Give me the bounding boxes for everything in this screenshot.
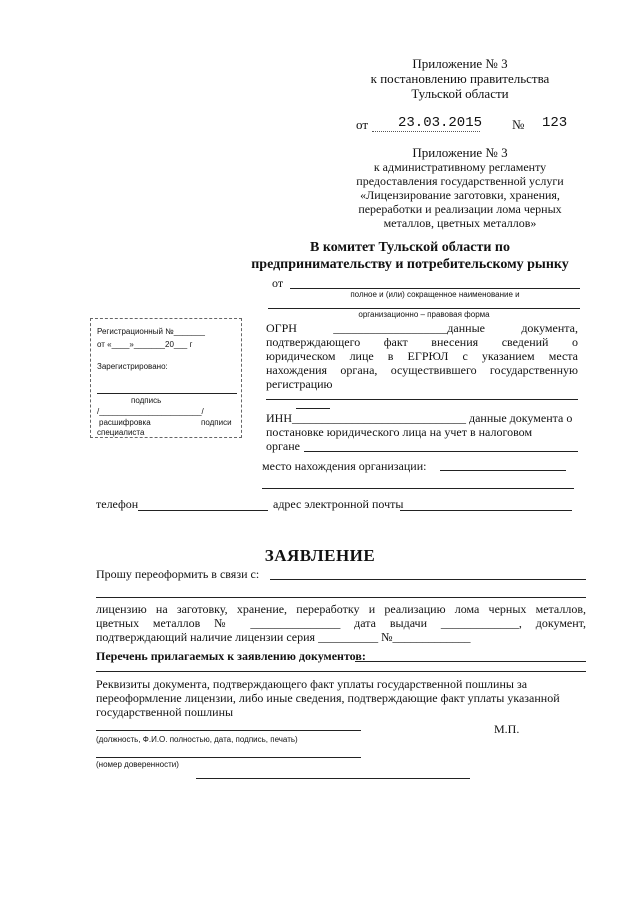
annex-title: Приложение № 3 bbox=[412, 56, 508, 71]
license-line-3: подтверждающий наличие лицензии серия __________ №_____________ bbox=[96, 630, 471, 644]
inn-line-1: ИНН_____________________________ данные документа о bbox=[266, 411, 573, 425]
date-prefix: от bbox=[356, 117, 369, 132]
annex-subtitle-2: Тульской области bbox=[411, 86, 509, 101]
documents-label: Перечень прилагаемых к заявлению документов: bbox=[96, 649, 366, 663]
decode-caption: расшифровка bbox=[99, 418, 151, 427]
signature-caption: подпись bbox=[131, 396, 162, 405]
license-line-1: лицензию на заготовку, хранение, переработку и реализацию лома черных металлов, bbox=[96, 602, 586, 616]
poa-caption: (номер доверенности) bbox=[96, 760, 179, 769]
registered-label: Зарегистрировано: bbox=[97, 362, 168, 371]
specialist-caption: специалиста bbox=[97, 428, 145, 437]
signer-caption: (должность, Ф.И.О. полностью, дата, подпись, печать) bbox=[96, 735, 298, 744]
caption-legal-form: организационно – правовая форма bbox=[358, 310, 490, 319]
ogrn-line-4: нахождения органа, осуществившего государственную bbox=[266, 363, 578, 377]
annex2-line-5: металлов, цветных металлов» bbox=[383, 216, 537, 230]
license-line-2: цветных металлов № _______________ дата выдачи _____________, документ, bbox=[96, 616, 586, 630]
phone-label: телефон bbox=[96, 497, 139, 511]
location-label: место нахождения организации: bbox=[262, 459, 427, 473]
addressee-line-2: предпринимательству и потребительскому рынку bbox=[251, 257, 569, 272]
annex2-title: Приложение № 3 bbox=[412, 145, 508, 160]
date-value: 23.03.2015 bbox=[398, 115, 483, 131]
ogrn-line-1: ОГРН ___________________данные документа, bbox=[266, 321, 578, 335]
request-label: Прошу переоформить в связи с: bbox=[96, 567, 260, 581]
stamp-mark: М.П. bbox=[494, 722, 520, 736]
inn-line-3: органе bbox=[266, 439, 300, 453]
annex2-line-2: предоставления государственной услуги bbox=[356, 174, 564, 188]
annex2-line-3: «Лицензирование заготовки, хранения, bbox=[360, 188, 560, 202]
payment-line-3: государственной пошлины bbox=[96, 705, 234, 719]
ogrn-line-3: юридическом лице в ЕГРЮЛ с указанием места bbox=[266, 349, 578, 363]
email-label: адрес электронной почты bbox=[273, 497, 404, 511]
registration-box bbox=[90, 318, 242, 438]
number-prefix: № bbox=[512, 117, 525, 132]
annex2-line-4: переработки и реализации лома черных bbox=[358, 202, 562, 216]
ogrn-line-2: подтверждающего факт внесения сведений о bbox=[266, 335, 578, 349]
payment-line-2: переоформление лицензии, либо иные сведения, подтверждающие факт уплаты указанной bbox=[96, 691, 560, 705]
inn-line-2: постановке юридического лица на учет в налоговом bbox=[266, 425, 533, 439]
from-label: от bbox=[272, 276, 284, 290]
reg-date: от «____»_______20___ г bbox=[97, 340, 193, 349]
annex-subtitle-1: к постановлению правительства bbox=[370, 71, 550, 86]
payment-line-1: Реквизиты документа, подтверждающего факт уплаты государственной пошлины за bbox=[96, 677, 528, 691]
statement-title: ЗАЯВЛЕНИЕ bbox=[264, 546, 376, 565]
addressee-line-1: В комитет Тульской области по bbox=[310, 240, 510, 255]
decode-caption-2: подписи bbox=[201, 418, 232, 427]
reg-number: Регистрационный №_______ bbox=[97, 327, 205, 336]
caption-name: полное и (или) сокращенное наименование и bbox=[350, 290, 520, 299]
number-value: 123 bbox=[542, 115, 568, 131]
annex2-line-1: к административному регламенту bbox=[373, 160, 547, 174]
ogrn-line-5: регистрацию bbox=[266, 377, 333, 391]
signature-slashes: /_______________________/ bbox=[97, 407, 204, 416]
